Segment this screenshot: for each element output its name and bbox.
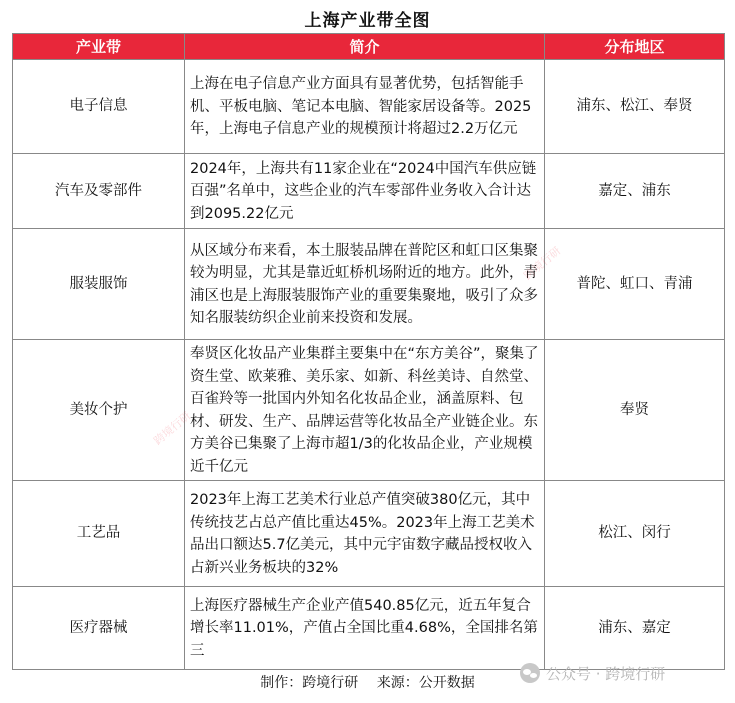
intro-cell: 2024年，上海共有11家企业在“2024中国汽车供应链百强”名单中，这些企业的汽车零部件业务收入合计达到2095.22亿元 bbox=[185, 154, 545, 229]
wechat-icon bbox=[520, 663, 540, 683]
account-badge-label: 公众号 · 跨境行研 bbox=[546, 664, 666, 683]
watermark: 跨境行研 bbox=[151, 409, 194, 448]
region-cell: 奉贤 bbox=[545, 340, 725, 481]
region-cell: 普陀、虹口、青浦 bbox=[545, 229, 725, 340]
table-header-row bbox=[13, 34, 725, 60]
region-cell: 浦东、嘉定 bbox=[545, 587, 725, 670]
industry-cell: 服装服饰 bbox=[13, 229, 185, 340]
region-cell: 松江、闵行 bbox=[545, 481, 725, 587]
intro-cell: 上海医疗器械生产企业产值540.85亿元，近五年复合增长率11.01%，产值占全国比重4.68%，全国排名第三 bbox=[185, 587, 545, 670]
header-industry: 产业带 bbox=[13, 34, 185, 60]
intro-cell: 上海在电子信息产业方面具有显著优势，包括智能手机、平板电脑、笔记本电脑、智能家居设备等。2025年，上海电子信息产业的规模预计将超过2.2万亿元 bbox=[185, 60, 545, 154]
intro-cell: 从区域分布来看，本土服装品牌在普陀区和虹口区集聚较为明显，尤其是靠近虹桥机场附近的地方。此外，青浦区也是上海服装服饰产业的重要集聚地，吸引了众多知名服装纺织企业前来投资和发展。 bbox=[185, 229, 545, 340]
industry-cell: 电子信息 bbox=[13, 60, 185, 154]
table-row bbox=[13, 154, 725, 229]
intro-cell: 奉贤区化妆品产业集群主要集中在“东方美谷”，聚集了资生堂、欧莱雅、美乐家、如新、科丝美诗、自然堂、百雀羚等一批国内外知名化妆品企业，涵盖原料、包材、研发、生产、品牌运营等化妆品全产业链企业。东方美谷已集聚了上海市超1/3的化妆品企业，产业规模近千亿元 bbox=[185, 340, 545, 481]
industry-table bbox=[12, 33, 725, 670]
watermark: 跨境行研 bbox=[521, 244, 564, 283]
account-badge bbox=[520, 660, 665, 686]
industry-cell: 工艺品 bbox=[13, 481, 185, 587]
table-row bbox=[13, 587, 725, 670]
region-cell: 浦东、松江、奉贤 bbox=[545, 60, 725, 154]
table-row bbox=[13, 60, 725, 154]
page-title: 上海产业带全图 bbox=[304, 11, 431, 31]
industry-cell: 医疗器械 bbox=[13, 587, 185, 670]
industry-cell: 美妆个护 bbox=[13, 340, 185, 481]
header-region: 分布地区 bbox=[545, 34, 725, 60]
footer-maker: 制作：跨境行研 bbox=[260, 675, 359, 691]
header-intro: 简介 bbox=[185, 34, 545, 60]
industry-cell: 汽车及零部件 bbox=[13, 154, 185, 229]
table-row bbox=[13, 229, 725, 340]
footer-source: 来源：公开数据 bbox=[376, 675, 475, 691]
table-row bbox=[13, 340, 725, 481]
region-cell: 嘉定、浦东 bbox=[545, 154, 725, 229]
table-row bbox=[13, 481, 725, 587]
intro-cell: 2023年上海工艺美术行业总产值突破380亿元，其中传统技艺占总产值比重达45%。2023年上海工艺美术品出口额达5.7亿美元，其中元宇宙数字藏品授权收入占新兴业务板块的32% bbox=[185, 481, 545, 587]
